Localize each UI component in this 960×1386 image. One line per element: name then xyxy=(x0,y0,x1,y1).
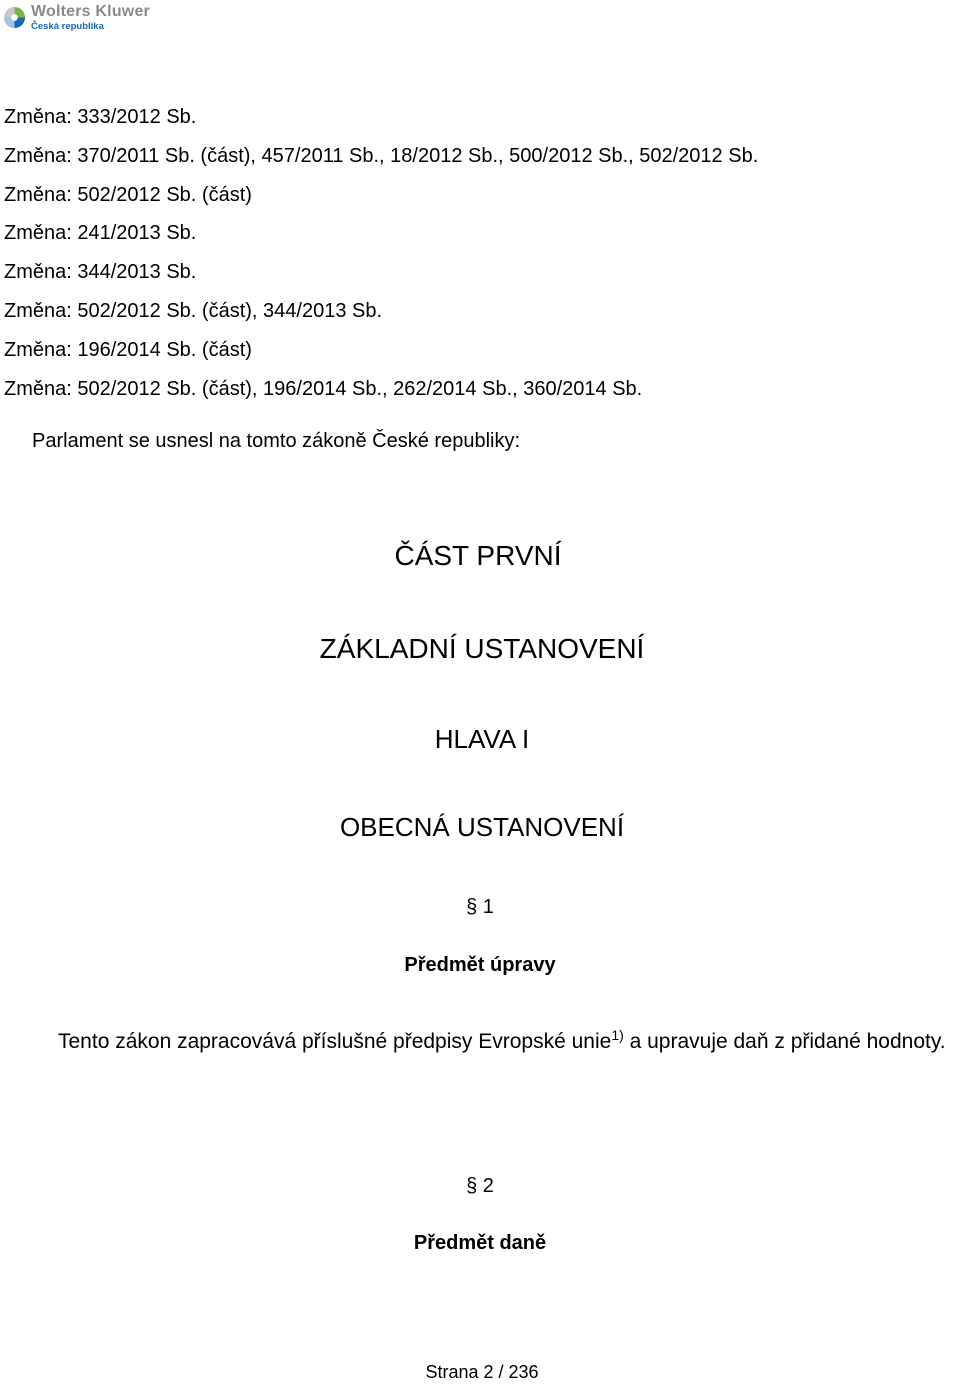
section-title: Předmět úpravy xyxy=(404,954,556,976)
amendment-line: Změna: 502/2012 Sb. (část), 344/2013 Sb. xyxy=(4,299,383,322)
amendment-line: Změna: 502/2012 Sb. (část) xyxy=(4,183,252,206)
amendment-line: Změna: 333/2012 Sb. xyxy=(4,106,197,128)
section-title: Předmět daně xyxy=(413,1232,547,1254)
brand-subtitle: Česká republika xyxy=(31,21,104,32)
footnote-reference[interactable]: 1) xyxy=(611,1027,624,1043)
amendment-line: Změna: 241/2013 Sb. xyxy=(4,222,197,245)
part-heading: ČÁST PRVNÍ xyxy=(394,540,562,571)
chapter-title: OBECNÁ USTANOVENÍ xyxy=(339,812,625,842)
brand-text xyxy=(31,4,150,32)
amendment-line: Změna: 196/2014 Sb. (část) xyxy=(4,338,252,361)
chapter-heading: HLAVA I xyxy=(434,724,530,754)
section-number: § 1 xyxy=(466,896,494,918)
amendment-line: Změna: 344/2013 Sb. xyxy=(4,261,197,284)
part-title: ZÁKLADNÍ USTANOVENÍ xyxy=(319,633,645,664)
paragraph-text: Tento zákon zapracovává příslušné předpisy Evropské unie xyxy=(58,1030,612,1053)
wolters-kluwer-logo-icon xyxy=(3,6,26,29)
brand-logo xyxy=(3,4,150,32)
section-paragraph xyxy=(4,1023,959,1061)
brand-name: Wolters Kluwer xyxy=(31,3,150,20)
paragraph-text: a upravuje daň z přidané hodnoty. xyxy=(623,1030,946,1053)
section-number: § 2 xyxy=(466,1175,494,1197)
preamble: Parlament se usnesl na tomto zákoně České republiky: xyxy=(32,430,521,452)
amendment-line: Změna: 370/2011 Sb. (část), 457/2011 Sb., 18/2012 Sb., 500/2012 Sb., 502/2012 Sb. xyxy=(4,144,759,167)
page-number: Strana 2 / 236 xyxy=(425,1362,539,1382)
amendment-line: Změna: 502/2012 Sb. (část), 196/2014 Sb., 262/2014 Sb., 360/2014 Sb. xyxy=(4,377,643,400)
amendment-list xyxy=(4,98,758,408)
